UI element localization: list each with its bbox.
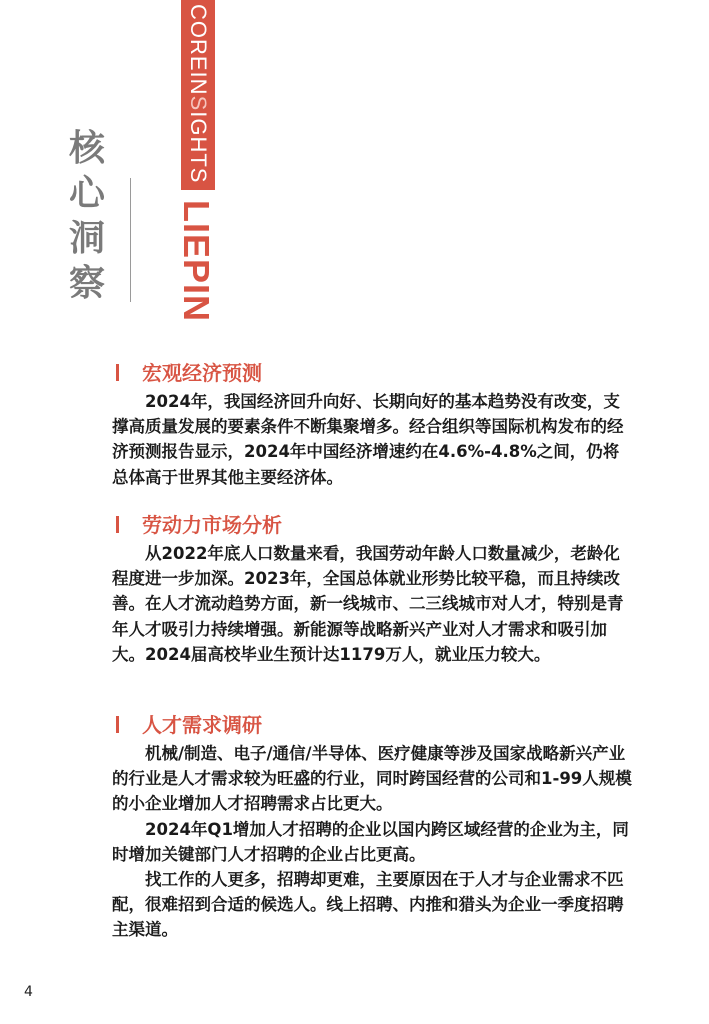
section-marker: [116, 516, 119, 533]
core-insights-banner-text: COREINSIGHTS: [186, 4, 211, 184]
section-paragraph: 从2022年底人口数量来看，我国劳动年龄人口数量减少，老龄化程度进一步加深。2023年，全国总体就业形势比较平稳，而且持续改善。在人才流动趋势方面，新一线城市、二三线城市对人才，特别是青年人才吸引力持续增强。新能源等战略新兴产业对人才需求和吸引加大。2024届高校毕业生预计达1179万人，就业压力较大。: [112, 544, 624, 664]
section-title: 宏观经济预测: [142, 361, 262, 385]
core-insights-title: [64, 126, 110, 306]
section-paragraph: 2024年Q1增加人才招聘的企业以国内跨区域经营的企业为主，同时增加关键部门人才招聘的企业占比更高。: [112, 819, 629, 864]
section-marker: [116, 364, 119, 381]
section-paragraph: 机械/制造、电子/通信/半导体、医疗健康等涉及国家战略新兴产业的行业是人才需求较为旺盛的行业，同时跨国经营的公司和1-99人规模的小企业增加人才招聘需求占比更大。: [112, 744, 632, 814]
section-macro-economy: [112, 359, 632, 490]
page-number: 4: [24, 984, 33, 1000]
section-paragraph: 找工作的人更多，招聘却更难，主要原因在于人才与企业需求不匹配，很难招到合适的候选人。线上招聘、内推和猎头为企业一季度招聘主渠道。: [112, 870, 624, 940]
section-title: 劳动力市场分析: [142, 513, 282, 537]
title-char: 察: [68, 263, 105, 304]
title-char: 核: [68, 128, 105, 169]
section-title: 人才需求调研: [142, 713, 262, 737]
section-labor-market: [112, 511, 632, 667]
title-char: 洞: [68, 218, 105, 259]
title-char: 心: [68, 173, 105, 214]
section-talent-demand: [112, 711, 632, 943]
section-paragraph: 2024年，我国经济回升向好、长期向好的基本趋势没有改变，支撑高质量发展的要素条件不断集聚增多。经合组织等国际机构发布的经济预测报告显示，2024年中国经济增速约在4.6%-4.8%之间，仍将总体高于世界其他主要经济体。: [112, 392, 624, 487]
title-divider: [130, 178, 131, 302]
liepin-brand: LIEPIN: [176, 200, 217, 323]
section-marker: [116, 716, 119, 733]
